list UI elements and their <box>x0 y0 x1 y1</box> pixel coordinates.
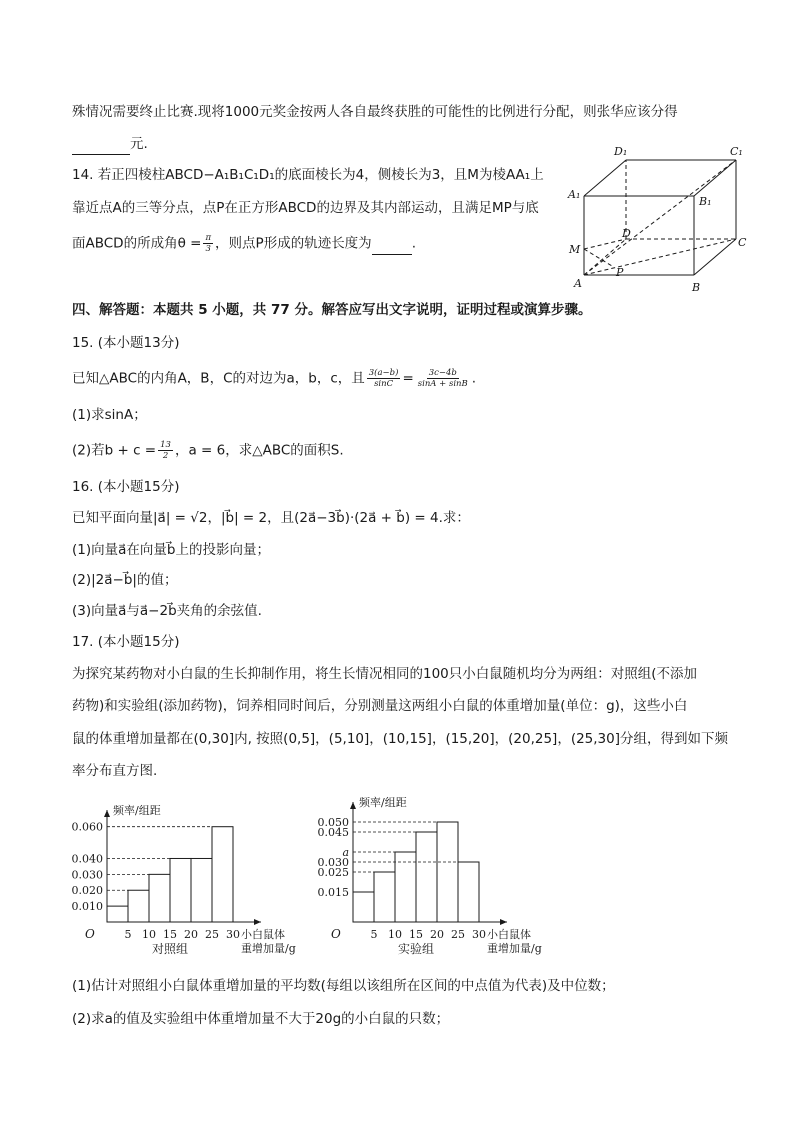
x-tick-label: 5 <box>370 928 378 941</box>
label-M: M <box>569 243 581 256</box>
q15-f1-den: sinC <box>374 379 394 389</box>
q14-line3-end: . <box>411 235 416 252</box>
q15-header: 15. (本小题13分) <box>72 335 180 351</box>
y-tick-label: 0.060 <box>71 820 103 834</box>
y-tick-label: 0.040 <box>71 852 103 866</box>
intro-suffix: 元. <box>130 136 148 152</box>
diagonal-A-C1 <box>584 160 736 275</box>
q15-fraction-1 <box>367 368 401 389</box>
q15-stem-end: . <box>471 370 477 387</box>
label-C: C <box>738 236 747 249</box>
q15-part-2 <box>72 440 344 461</box>
q15-p2-num: 13 <box>160 440 171 450</box>
q14-line3-suffix: ，则点P形成的轨迹长度为 <box>215 235 372 252</box>
histogram-bar <box>149 874 170 922</box>
q17-part-1: (1)估计对照组小白鼠体重增加量的平均数(每组以该组所在区间的中点值为代表)及中位数； <box>72 978 615 994</box>
intro-line-2 <box>72 134 148 155</box>
q15-p2-fraction <box>158 440 173 461</box>
label-D: D <box>622 227 631 240</box>
y-axis-label: 频率/组距 <box>359 796 407 809</box>
edge-A1-D1 <box>584 160 626 196</box>
y-tick-label: 0.050 <box>317 816 349 829</box>
x-tick-label: 20 <box>184 928 198 941</box>
q16-part-3: (3)向量a⃗与a⃗−2b⃗夹角的余弦值. <box>72 603 262 619</box>
y-tick-label: 0.010 <box>71 900 103 914</box>
label-D1: D₁ <box>614 145 628 158</box>
histogram-bar <box>395 852 416 922</box>
q15-p2-den: 2 <box>162 451 169 461</box>
q15-p2-suffix: ，a = 6，求△ABC的面积S. <box>174 442 344 459</box>
q17-line-2: 药物)和实验组(添加药物)，饲养相同时间后，分别测量这两组小白鼠的体重增加量(单位：g)，这些小白 <box>72 698 688 714</box>
y-tick-label: 0.030 <box>317 856 349 869</box>
experimental-group-histogram <box>310 783 590 963</box>
histogram-bar <box>416 832 437 922</box>
y-tick-label: 0.025 <box>317 866 349 879</box>
intro-line-1: 殊情况需要终止比赛.现将1000元奖金按两人各自最终获胜的可能性的比例进行分配，则张华应该分得 <box>72 104 678 120</box>
y-tick-label: 0.030 <box>71 868 103 882</box>
q15-fraction-2 <box>416 368 470 389</box>
y-tick-label: 0.045 <box>317 826 349 839</box>
y-tick-label: 0.015 <box>317 886 349 899</box>
label-A: A <box>574 277 582 290</box>
label-P: P <box>616 266 624 279</box>
chart-title: 实验组 <box>397 942 435 956</box>
x-tick-label: 30 <box>226 928 240 941</box>
x-axis-label-line-2: 重增加量/g <box>241 942 296 955</box>
x-tick-label: 15 <box>409 928 423 941</box>
x-tick-label: 5 <box>124 928 132 941</box>
q14-line-2: 靠近点A的三等分点，点P在正方形ABCD的边界及其内部运动，且满足MP与底 <box>72 200 539 216</box>
label-C1: C₁ <box>730 145 743 158</box>
x-axis-arrow <box>254 919 261 925</box>
x-tick-label: 10 <box>388 928 402 941</box>
prism-diagram <box>564 142 750 292</box>
q15-p2-prefix: (2)若b + c = <box>72 442 157 459</box>
q15-f1-num: 3(a−b) <box>368 368 399 378</box>
y-axis-arrow <box>104 810 110 817</box>
histogram-bar <box>374 872 395 922</box>
angle-den: 3 <box>205 244 211 254</box>
x-axis-label-line-1: 小白鼠体 <box>487 928 531 941</box>
angle-num: π <box>205 233 212 243</box>
control-group-histogram <box>62 790 312 970</box>
y-axis-label: 频率/组距 <box>113 804 161 817</box>
x-tick-label: 15 <box>163 928 177 941</box>
q17-line-3: 鼠的体重增加量都在(0,30]内, 按照(0,5]，(5,10]，(10,15]，(15,20]，(20,25]，(25,30]分组，得到如下频 <box>72 731 728 747</box>
q14-line-3 <box>72 233 416 255</box>
origin-label: O <box>331 927 341 941</box>
histogram-bar <box>212 827 233 922</box>
histogram-bar <box>170 858 191 922</box>
q14-line3-prefix: 面ABCD的所成角θ = <box>72 235 202 252</box>
diagonal-A-C <box>584 239 736 275</box>
q14-line-1: 14. 若正四棱柱ABCD−A₁B₁C₁D₁的底面棱长为4，侧棱长为3，且M为棱AA₁上 <box>72 167 544 183</box>
x-tick-label: 25 <box>451 928 465 941</box>
y-tick-label: a <box>342 846 349 859</box>
histogram-bar <box>437 822 458 922</box>
q15-eq: = <box>402 370 414 387</box>
q16-part-1: (1)向量a⃗在向量b⃗上的投影向量； <box>72 542 270 558</box>
histogram-bar <box>458 862 479 922</box>
x-axis-label-line-1: 小白鼠体 <box>241 928 285 941</box>
histogram-bar <box>353 892 374 922</box>
q15-f2-den: sinA + sinB <box>417 379 468 389</box>
y-axis-arrow <box>350 802 356 809</box>
edge-B1-C1 <box>694 160 736 196</box>
histogram-bar <box>128 890 149 922</box>
x-axis-label-line-2: 重增加量/g <box>487 942 542 955</box>
y-tick-label: 0.020 <box>71 884 103 898</box>
angle-fraction <box>203 233 213 254</box>
x-tick-label: 30 <box>472 928 486 941</box>
label-B: B <box>692 281 701 292</box>
histogram-bar <box>107 906 128 922</box>
q15-part-1: (1)求sinA； <box>72 407 147 423</box>
label-B1: B₁ <box>699 195 712 208</box>
q14-answer-blank[interactable] <box>372 234 412 255</box>
histogram-bar <box>191 858 212 922</box>
x-tick-label: 20 <box>430 928 444 941</box>
q17-line-1: 为探究某药物对小白鼠的生长抑制作用，将生长情况相同的100只小白鼠随机均分为两组：对照组(不添加 <box>72 666 698 682</box>
section-4-heading: 四、解答题：本题共 5 小题，共 77 分。解答应写出文字说明，证明过程或演算步骤。 <box>72 302 592 318</box>
q16-stem: 已知平面向量|a⃗| = √2，|b⃗| = 2，且(2a⃗−3b⃗)·(2a⃗ + b⃗) = 4.求： <box>72 510 470 526</box>
q15-f2-num: 3c−4b <box>428 368 457 378</box>
x-tick-label: 10 <box>142 928 156 941</box>
q17-part-2: (2)求a的值及实验组中体重增加量不大于20g的小白鼠的只数； <box>72 1011 450 1027</box>
chart-title: 对照组 <box>151 942 189 956</box>
answer-blank[interactable] <box>72 134 130 155</box>
q16-part-2: (2)|2a⃗−b⃗|的值； <box>72 572 178 588</box>
q16-header: 16. (本小题15分) <box>72 479 180 495</box>
q15-stem <box>72 368 476 389</box>
x-tick-label: 25 <box>205 928 219 941</box>
q17-line-4: 率分布直方图. <box>72 763 158 779</box>
label-A1: A₁ <box>568 188 581 201</box>
q17-header: 17. (本小题15分) <box>72 634 180 650</box>
q15-stem-prefix: 已知△ABC的内角A，B，C的对边为a，b，c，且 <box>72 370 365 387</box>
origin-label: O <box>85 927 95 941</box>
x-axis-arrow <box>500 919 507 925</box>
